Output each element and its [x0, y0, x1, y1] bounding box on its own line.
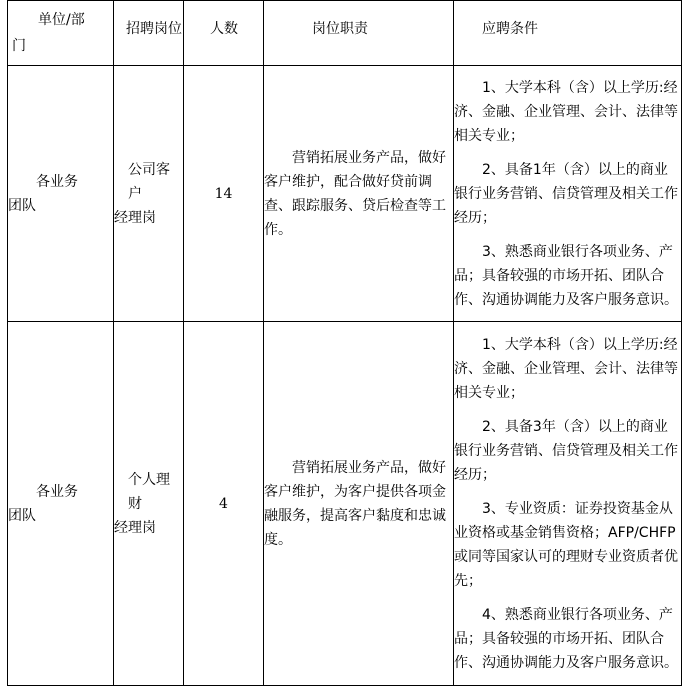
row1-unit-line1: 各业务 — [36, 173, 78, 190]
row2-position — [114, 322, 184, 686]
row2-duties: 营销拓展业务产品，做好客户维护，为客户提供各项金融服务，提高客户黏度和忠诚度。 — [264, 322, 454, 686]
row2-position-line1: 个人理财 — [128, 471, 170, 512]
header-requirements-label: 应聘条件 — [482, 21, 538, 37]
row1-position — [114, 66, 184, 322]
row2-requirement-3: 3、专业资质：证券投资基金从业资格或基金销售资格；AFP/CHFP或同等国家认可的理财专业资质者优先； — [454, 500, 678, 589]
row1-position-line2: 经理岗 — [114, 209, 156, 226]
row2-position-line2: 经理岗 — [114, 519, 156, 536]
header-count-label: 人数 — [210, 21, 238, 37]
row1-position-line1: 公司客户 — [128, 161, 170, 202]
row1-duties: 营销拓展业务产品，做好客户维护，配合做好贷前调查、跟踪服务、贷后检查等工作。 — [264, 66, 454, 322]
row1-requirement-2: 2、具备1年（含）以上的商业银行业务营销、信贷管理及相关工作经历； — [454, 161, 678, 226]
header-unit-line2: 门 — [12, 38, 26, 54]
table-row — [8, 66, 682, 322]
table-row — [8, 322, 682, 686]
row1-requirement-1: 1、大学本科（含）以上学历:经济、金融、企业管理、会计、法律等相关专业； — [454, 79, 678, 144]
row2-unit-line2: 团队 — [8, 507, 36, 524]
header-unit-line1: 单位/部 — [38, 12, 85, 28]
row1-requirement-3: 3、熟悉商业银行各项业务、产品；具备较强的市场开拓、团队合作、沟通协调能力及客户服务意识。 — [454, 243, 678, 308]
row1-unit — [8, 66, 114, 322]
header-unit — [8, 1, 114, 66]
row2-requirements — [454, 322, 682, 686]
row2-requirement-1: 1、大学本科（含）以上学历:经济、金融、企业管理、会计、法律等相关专业； — [454, 336, 678, 401]
header-duties — [264, 1, 454, 66]
row2-count: 4 — [184, 322, 264, 686]
header-position-label: 招聘岗位 — [126, 21, 182, 37]
header-position — [114, 1, 184, 66]
header-count — [184, 1, 264, 66]
table-header-row — [8, 1, 682, 66]
row2-requirement-4: 4、熟悉商业银行各项业务、产品；具备较强的市场开拓、团队合作、沟通协调能力及客户服务意识。 — [454, 606, 678, 671]
row2-unit — [8, 322, 114, 686]
header-requirements — [454, 1, 682, 66]
recruitment-table — [7, 0, 682, 686]
header-duties-label: 岗位职责 — [312, 21, 368, 37]
row1-unit-line2: 团队 — [8, 197, 36, 214]
row1-count: 14 — [184, 66, 264, 322]
row2-unit-line1: 各业务 — [36, 483, 78, 500]
row1-requirements — [454, 66, 682, 322]
row2-requirement-2: 2、具备3年（含）以上的商业银行业务营销、信贷管理及相关工作经历； — [454, 418, 678, 483]
